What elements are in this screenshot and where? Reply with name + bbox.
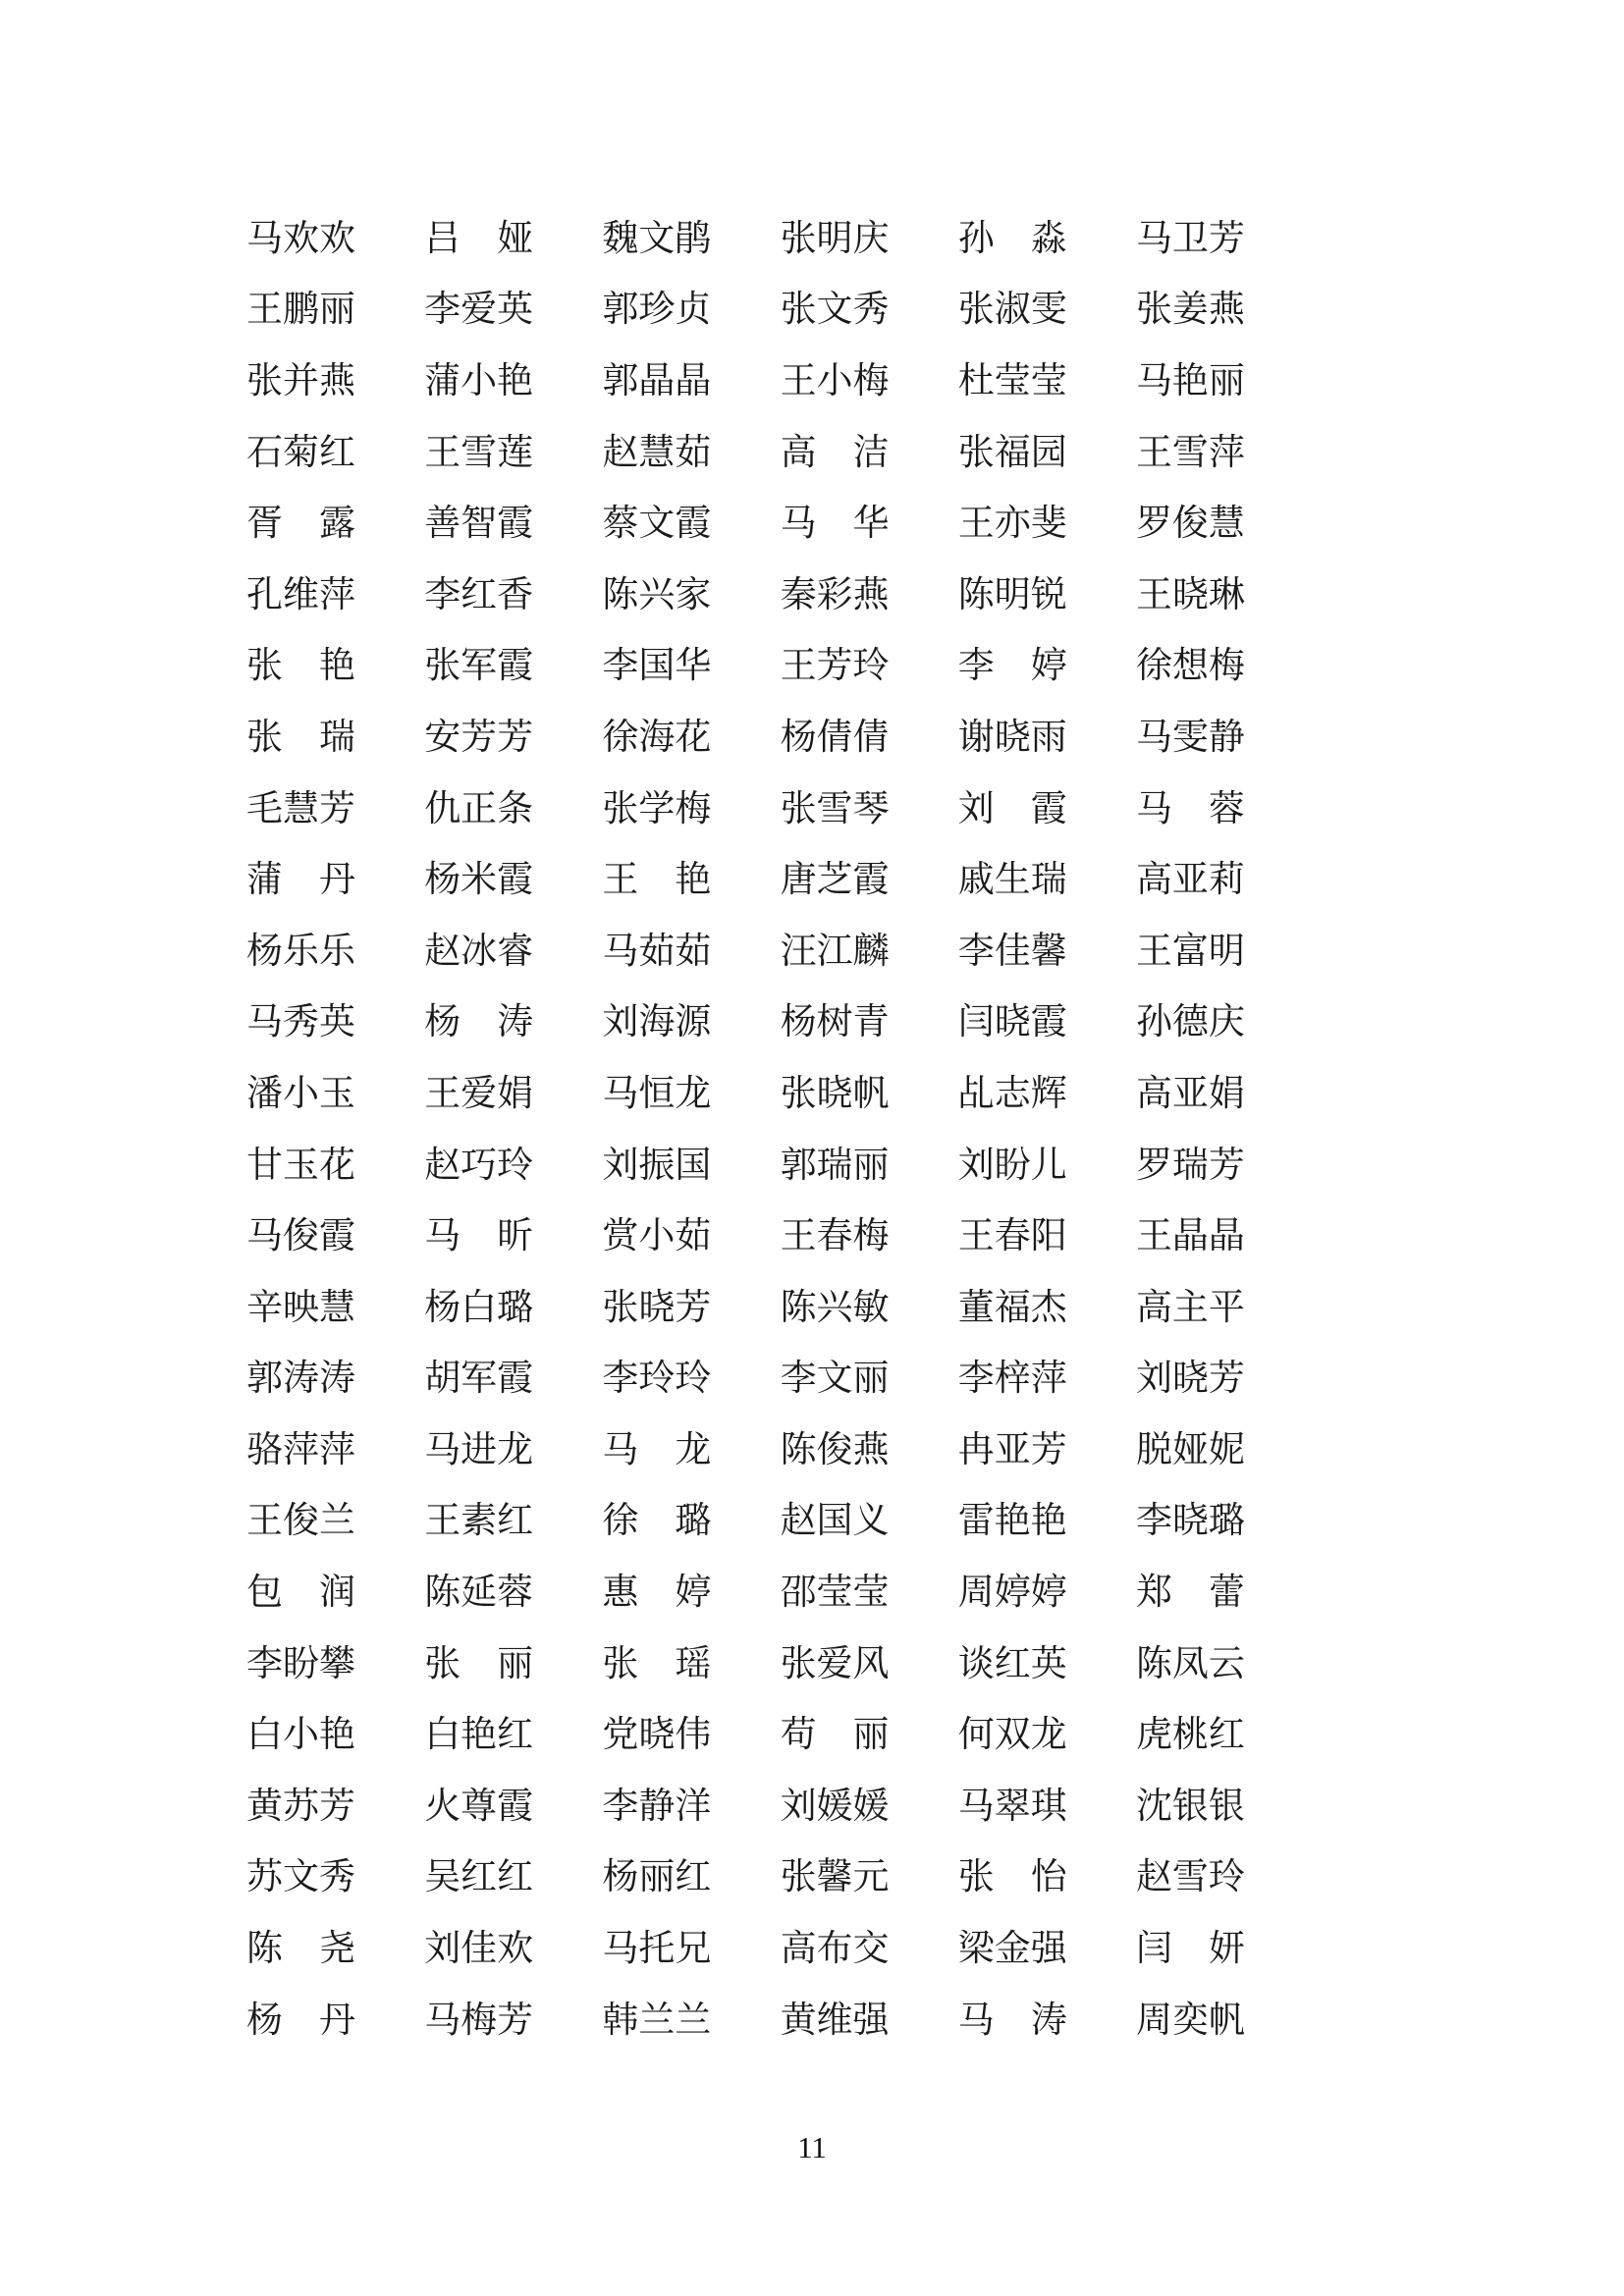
person-name: 陈兴家 [602,574,712,615]
person-name: 王素红 [424,1501,534,1542]
name-row [246,346,1245,417]
person-name: 脱娅妮 [1135,1429,1245,1470]
name-row [246,916,1245,988]
person-name: 李晓璐 [1135,1501,1245,1542]
person-name: 石菊红 [246,432,355,473]
person-name: 沈银银 [1135,1786,1245,1827]
person-name: 辛映慧 [246,1287,355,1328]
person-name: 赵雪玲 [1135,1857,1245,1898]
person-name: 安芳芳 [424,717,534,758]
name-row [246,1058,1245,1130]
person-name: 赵慧茹 [602,432,712,473]
person-name: 张明庆 [780,218,890,259]
person-name: 王亦斐 [957,504,1067,545]
person-name: 雷艳艳 [957,1501,1067,1542]
person-name: 赏小茹 [602,1216,712,1257]
person-name: 胥 露 [246,504,355,545]
person-name: 刘晓芳 [1135,1359,1245,1400]
person-name: 汪江麟 [780,931,890,972]
person-name: 王爱娟 [424,1073,534,1114]
person-name: 徐想梅 [1135,646,1245,687]
name-row [246,1557,1245,1629]
person-name: 王俊兰 [246,1501,355,1542]
person-name: 王小梅 [780,360,890,401]
person-name: 杨米霞 [424,860,534,901]
person-name: 戚生瑞 [957,860,1067,901]
person-name: 孙德庆 [1135,1002,1245,1043]
person-name: 王春梅 [780,1216,890,1257]
person-name: 蒲小艳 [424,360,534,401]
person-name: 马欢欢 [246,218,355,259]
person-name: 李梓萍 [957,1359,1067,1400]
person-name: 闫晓霞 [957,1002,1067,1043]
person-name: 周婷婷 [957,1573,1067,1614]
person-name: 甘玉花 [246,1145,355,1186]
name-row [246,1344,1245,1415]
person-name: 梁金强 [957,1929,1067,1970]
person-name: 包 润 [246,1573,355,1614]
person-name: 苟 丽 [780,1715,890,1756]
person-name: 魏文鹃 [602,218,712,259]
name-list [246,203,1245,2056]
person-name: 王 艳 [602,860,712,901]
person-name: 党晓伟 [602,1715,712,1756]
person-name: 赵冰睿 [424,931,534,972]
person-name: 黄苏芳 [246,1786,355,1827]
person-name: 李爱英 [424,290,534,331]
person-name: 李佳馨 [957,931,1067,972]
person-name: 张晓芳 [602,1287,712,1328]
person-name: 李盼攀 [246,1643,355,1684]
person-name: 马艳丽 [1135,360,1245,401]
person-name: 马 蓉 [1135,788,1245,829]
person-name: 乩志辉 [957,1073,1067,1114]
person-name: 郭涛涛 [246,1359,355,1400]
person-name: 李国华 [602,646,712,687]
person-name: 张馨元 [780,1857,890,1898]
person-name: 白艳红 [424,1715,534,1756]
person-name: 张 怡 [957,1857,1067,1898]
person-name: 陈延蓉 [424,1573,534,1614]
name-row [246,417,1245,489]
person-name: 黄维强 [780,2000,890,2041]
person-name: 毛慧芳 [246,788,355,829]
person-name: 邵莹莹 [780,1573,890,1614]
person-name: 李静洋 [602,1786,712,1827]
person-name: 徐海花 [602,717,712,758]
person-name: 马 涛 [957,2000,1067,2041]
person-name: 冉亚芳 [957,1429,1067,1470]
person-name: 白小艳 [246,1715,355,1756]
person-name: 杨丽红 [602,1857,712,1898]
person-name: 闫 妍 [1135,1929,1245,1970]
person-name: 王雪萍 [1135,432,1245,473]
name-row [246,1699,1245,1771]
person-name: 吕 娅 [424,218,534,259]
name-row [246,1842,1245,1914]
name-row [246,988,1245,1059]
person-name: 马 昕 [424,1216,534,1257]
person-name: 陈兴敏 [780,1287,890,1328]
name-row [246,1272,1245,1344]
name-row [246,560,1245,631]
person-name: 徐 璐 [602,1501,712,1542]
person-name: 杨倩倩 [780,717,890,758]
person-name: 高 洁 [780,432,890,473]
person-name: 马雯静 [1135,717,1245,758]
person-name: 马梅芳 [424,2000,534,2041]
person-name: 马卫芳 [1135,218,1245,259]
person-name: 王春阳 [957,1216,1067,1257]
person-name: 张军霞 [424,646,534,687]
person-name: 陈 尧 [246,1929,355,1970]
person-name: 高主平 [1135,1287,1245,1328]
person-name: 张福园 [957,432,1067,473]
person-name: 苏文秀 [246,1857,355,1898]
person-name: 仇正条 [424,788,534,829]
person-name: 李红香 [424,574,534,615]
person-name: 韩兰兰 [602,2000,712,2041]
person-name: 张 艳 [246,646,355,687]
name-row [246,1486,1245,1558]
page-number: 11 [797,2130,827,2164]
person-name: 王芳玲 [780,646,890,687]
person-name: 胡军霞 [424,1359,534,1400]
person-name: 马茹茹 [602,931,712,972]
name-row [246,702,1245,774]
person-name: 刘振国 [602,1145,712,1186]
person-name: 谢晓雨 [957,717,1067,758]
person-name: 孔维萍 [246,574,355,615]
person-name: 杨乐乐 [246,931,355,972]
name-row [246,844,1245,916]
person-name: 潘小玉 [246,1073,355,1114]
person-name: 董福杰 [957,1287,1067,1328]
person-name: 刘佳欢 [424,1929,534,1970]
person-name: 刘盼儿 [957,1145,1067,1186]
person-name: 陈俊燕 [780,1429,890,1470]
person-name: 郑 蕾 [1135,1573,1245,1614]
name-row [246,1771,1245,1842]
person-name: 高布交 [780,1929,890,1970]
person-name: 火尊霞 [424,1786,534,1827]
person-name: 高亚娟 [1135,1073,1245,1114]
person-name: 蔡文霞 [602,504,712,545]
person-name: 马秀英 [246,1002,355,1043]
person-name: 罗瑞芳 [1135,1145,1245,1186]
name-row [246,1629,1245,1700]
person-name: 王富明 [1135,931,1245,972]
person-name: 高亚莉 [1135,860,1245,901]
person-name: 郭晶晶 [602,360,712,401]
name-row [246,631,1245,703]
person-name: 唐芝霞 [780,860,890,901]
person-name: 谈红英 [957,1643,1067,1684]
name-row [246,774,1245,845]
person-name: 郭珍贞 [602,290,712,331]
person-name: 张并燕 [246,360,355,401]
person-name: 赵巧玲 [424,1145,534,1186]
person-name: 马恒龙 [602,1073,712,1114]
person-name: 马 龙 [602,1429,712,1470]
person-name: 李玲玲 [602,1359,712,1400]
person-name: 杨白璐 [424,1287,534,1328]
person-name: 张 瑶 [602,1643,712,1684]
person-name: 惠 婷 [602,1573,712,1614]
name-row [246,275,1245,347]
person-name: 秦彩燕 [780,574,890,615]
person-name: 李文丽 [780,1359,890,1400]
person-name: 虎桃红 [1135,1715,1245,1756]
person-name: 杨树青 [780,1002,890,1043]
person-name: 罗俊慧 [1135,504,1245,545]
person-name: 张晓帆 [780,1073,890,1114]
person-name: 周奕帆 [1135,2000,1245,2041]
person-name: 善智霞 [424,504,534,545]
person-name: 张姜燕 [1135,290,1245,331]
person-name: 郭瑞丽 [780,1145,890,1186]
name-row [246,203,1245,275]
person-name: 刘海源 [602,1002,712,1043]
person-name: 张雪琴 [780,788,890,829]
name-row [246,1130,1245,1201]
person-name: 蒲 丹 [246,860,355,901]
person-name: 王晶晶 [1135,1216,1245,1257]
person-name: 马 华 [780,504,890,545]
person-name: 张 丽 [424,1643,534,1684]
person-name: 李 婷 [957,646,1067,687]
person-name: 马俊霞 [246,1216,355,1257]
person-name: 王鹏丽 [246,290,355,331]
person-name: 刘 霞 [957,788,1067,829]
name-row [246,488,1245,560]
name-row [246,1913,1245,1985]
person-name: 杜莹莹 [957,360,1067,401]
person-name: 孙 淼 [957,218,1067,259]
name-row [246,1201,1245,1272]
person-name: 马翠琪 [957,1786,1067,1827]
name-row [246,1985,1245,2056]
person-name: 张学梅 [602,788,712,829]
person-name: 杨 丹 [246,2000,355,2041]
person-name: 陈凤云 [1135,1643,1245,1684]
person-name: 骆萍萍 [246,1429,355,1470]
person-name: 张文秀 [780,290,890,331]
person-name: 马托兄 [602,1929,712,1970]
person-name: 何双龙 [957,1715,1067,1756]
name-row [246,1415,1245,1486]
person-name: 马进龙 [424,1429,534,1470]
person-name: 张淑雯 [957,290,1067,331]
person-name: 陈明锐 [957,574,1067,615]
person-name: 张爱风 [780,1643,890,1684]
person-name: 王雪莲 [424,432,534,473]
person-name: 张 瑞 [246,717,355,758]
person-name: 杨 涛 [424,1002,534,1043]
person-name: 赵国义 [780,1501,890,1542]
person-name: 吴红红 [424,1857,534,1898]
person-name: 王晓琳 [1135,574,1245,615]
person-name: 刘媛媛 [780,1786,890,1827]
